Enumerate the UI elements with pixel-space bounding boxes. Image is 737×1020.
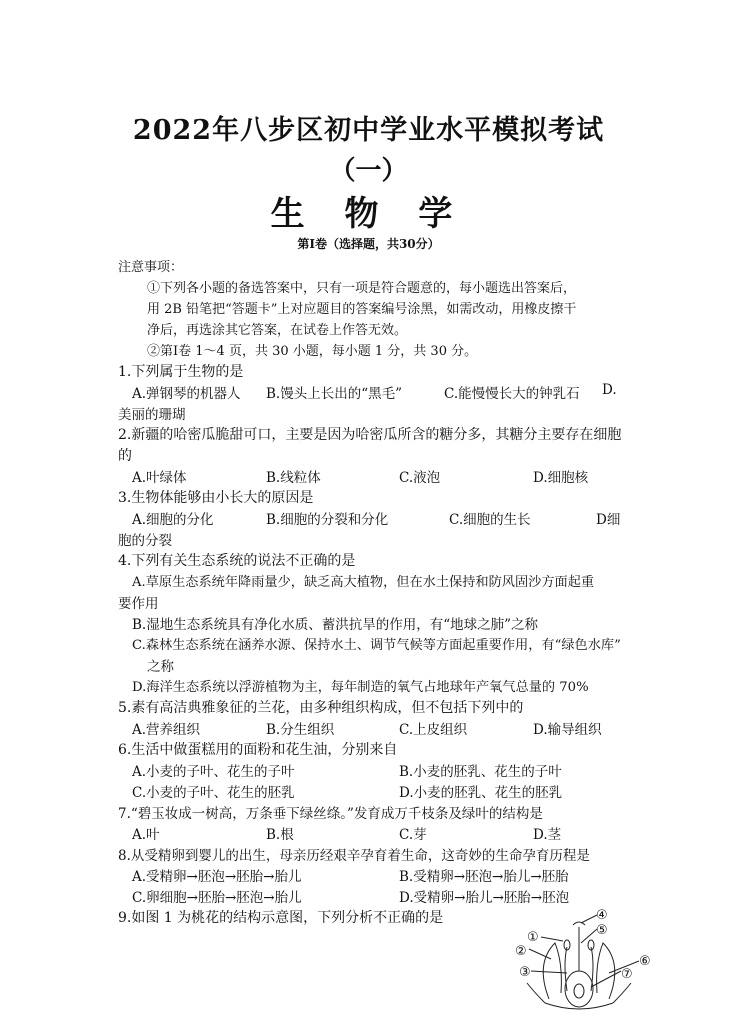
- notice-line: ②第Ⅰ卷 1～4 页，共 30 小题，每小题 1 分，共 30 分。: [147, 344, 478, 359]
- part-heading: 第Ⅰ卷（选择题，共30分）: [297, 237, 440, 251]
- option: B.受精卵→胚泡→胎儿→胚胎: [399, 869, 569, 885]
- question-stem-wrap: 的: [118, 448, 132, 464]
- option: B.小麦的胚乳、花生的子叶: [399, 764, 562, 780]
- leader-line: [581, 915, 597, 923]
- question-stem: 6.生活中做蛋糕用的面粉和花生油，分别来自: [118, 742, 398, 758]
- petal: [597, 943, 615, 999]
- option: C.森林生态系统在涵养水源、保持水土、调节气候等方面起重要作用，有“绿色水库”: [132, 638, 621, 653]
- sepal: [613, 983, 631, 1003]
- option: C.能慢慢长大的钟乳石: [444, 386, 580, 402]
- option: A.营养组织: [132, 722, 201, 738]
- question-stem: 7.“碧玉妆成一树高，万条垂下绿丝绦。”发育成万千枝条及绿叶的结构是: [118, 806, 543, 822]
- receptacle: [545, 1003, 613, 1009]
- exam-title: 2022年八步区初中学业水平模拟考试: [132, 115, 605, 146]
- option: C.芽: [399, 827, 427, 843]
- question-stem: 3.生物体能够由小长大的原因是: [118, 490, 314, 506]
- exam-subtitle: （一）: [329, 156, 408, 186]
- option: D.: [602, 382, 617, 398]
- option: A.小麦的子叶、花生的子叶: [132, 764, 295, 780]
- option: C.卵细胞→胚胎→胚泡→胎儿: [132, 890, 302, 906]
- peach-flower-figure: [505, 903, 655, 1015]
- option: A.草原生态系统年降雨量少，缺乏高大植物，但在水土保持和防风固沙方面起重: [132, 575, 595, 590]
- question-stem: 9.如图 1 为桃花的结构示意图，下列分析不正确的是: [118, 910, 444, 926]
- option: B.细胞的分裂和分化: [266, 512, 389, 528]
- option: D.细胞核: [533, 470, 589, 486]
- option: C.细胞的生长: [449, 512, 531, 528]
- figure-label: ⑥: [639, 954, 651, 969]
- figure-label: ⑤: [596, 923, 608, 938]
- option: D.输导组织: [533, 722, 602, 738]
- subject-title: 生 物 学: [270, 194, 467, 234]
- option: D.茎: [533, 827, 562, 843]
- question-stem: 4.下列有关生态系统的说法不正确的是: [118, 553, 356, 569]
- figure-label: ⑦: [621, 967, 633, 982]
- figure-label: ④: [596, 908, 608, 923]
- option: D.小麦的胚乳、花生的胚乳: [399, 785, 563, 801]
- question-stem: 5.素有高洁典雅象征的兰花，由多种组织构成，但不包括下列中的: [118, 700, 524, 716]
- option: D细: [596, 512, 621, 528]
- question-stem: 1.下列属于生物的是: [118, 364, 244, 380]
- petal: [543, 943, 561, 999]
- option: B.馒头上长出的“黑毛”: [266, 386, 403, 402]
- option: B.分生组织: [266, 722, 335, 738]
- option: C.小麦的子叶、花生的胚乳: [132, 785, 295, 801]
- option: D.海洋生态系统以浮游植物为主，每年制造的氧气占地球年产氧气总量的 70%: [132, 680, 589, 695]
- option: C.上皮组织: [399, 722, 468, 738]
- option: A.叶绿体: [132, 470, 187, 486]
- question-stem: 8.从受精卵到婴儿的出生，母亲历经艰辛孕育着生命，这奇妙的生命孕育历程是: [118, 848, 590, 864]
- option: B.湿地生态系统具有净化水质、蓄洪抗旱的作用，有“地球之肺”之称: [132, 617, 539, 633]
- option: B.线粒体: [266, 470, 321, 486]
- option: A.受精卵→胚泡→胚胎→胎儿: [132, 869, 302, 885]
- leader-line: [541, 937, 563, 941]
- figure-label: ③: [519, 965, 531, 980]
- option: A.叶: [132, 827, 160, 843]
- option-wrap: 美丽的珊瑚: [118, 407, 186, 423]
- option-wrap: 胞的分裂: [118, 533, 172, 549]
- figure-label: ②: [515, 944, 527, 959]
- question-stem: 2.新疆的哈密瓜脆甜可口，主要是因为哈密瓜所含的糖分多，其糖分主要存在细胞: [118, 427, 622, 443]
- flower-drawing: [527, 915, 639, 1009]
- leader-line: [591, 971, 621, 987]
- notice-line: 净后，再选涂其它答案，在试卷上作答无效。: [147, 323, 408, 338]
- option: A.弹钢琴的机器人: [132, 386, 241, 402]
- figure-label: ①: [527, 930, 539, 945]
- option-wrap: 之称: [147, 659, 174, 675]
- option: C.液泡: [399, 470, 441, 486]
- notice-heading: 注意事项：: [118, 260, 184, 275]
- notice-line: 用 2B 铅笔把“答题卡”上对应题目的答案编号涂黑，如需改动，用橡皮擦干: [147, 302, 577, 317]
- option: B.根: [266, 827, 294, 843]
- ovule: [574, 984, 584, 998]
- ovary: [565, 971, 593, 1007]
- option: A.细胞的分化: [132, 512, 214, 528]
- sepal: [527, 983, 545, 1003]
- option-wrap: 要作用: [118, 596, 159, 612]
- notice-line: ①下列各小题的备选答案中，只有一项是符合题意的，每小题选出答案后，: [147, 281, 577, 296]
- option: D.受精卵→胎儿→胚胎→胚泡: [399, 890, 570, 906]
- leader-line: [529, 949, 551, 959]
